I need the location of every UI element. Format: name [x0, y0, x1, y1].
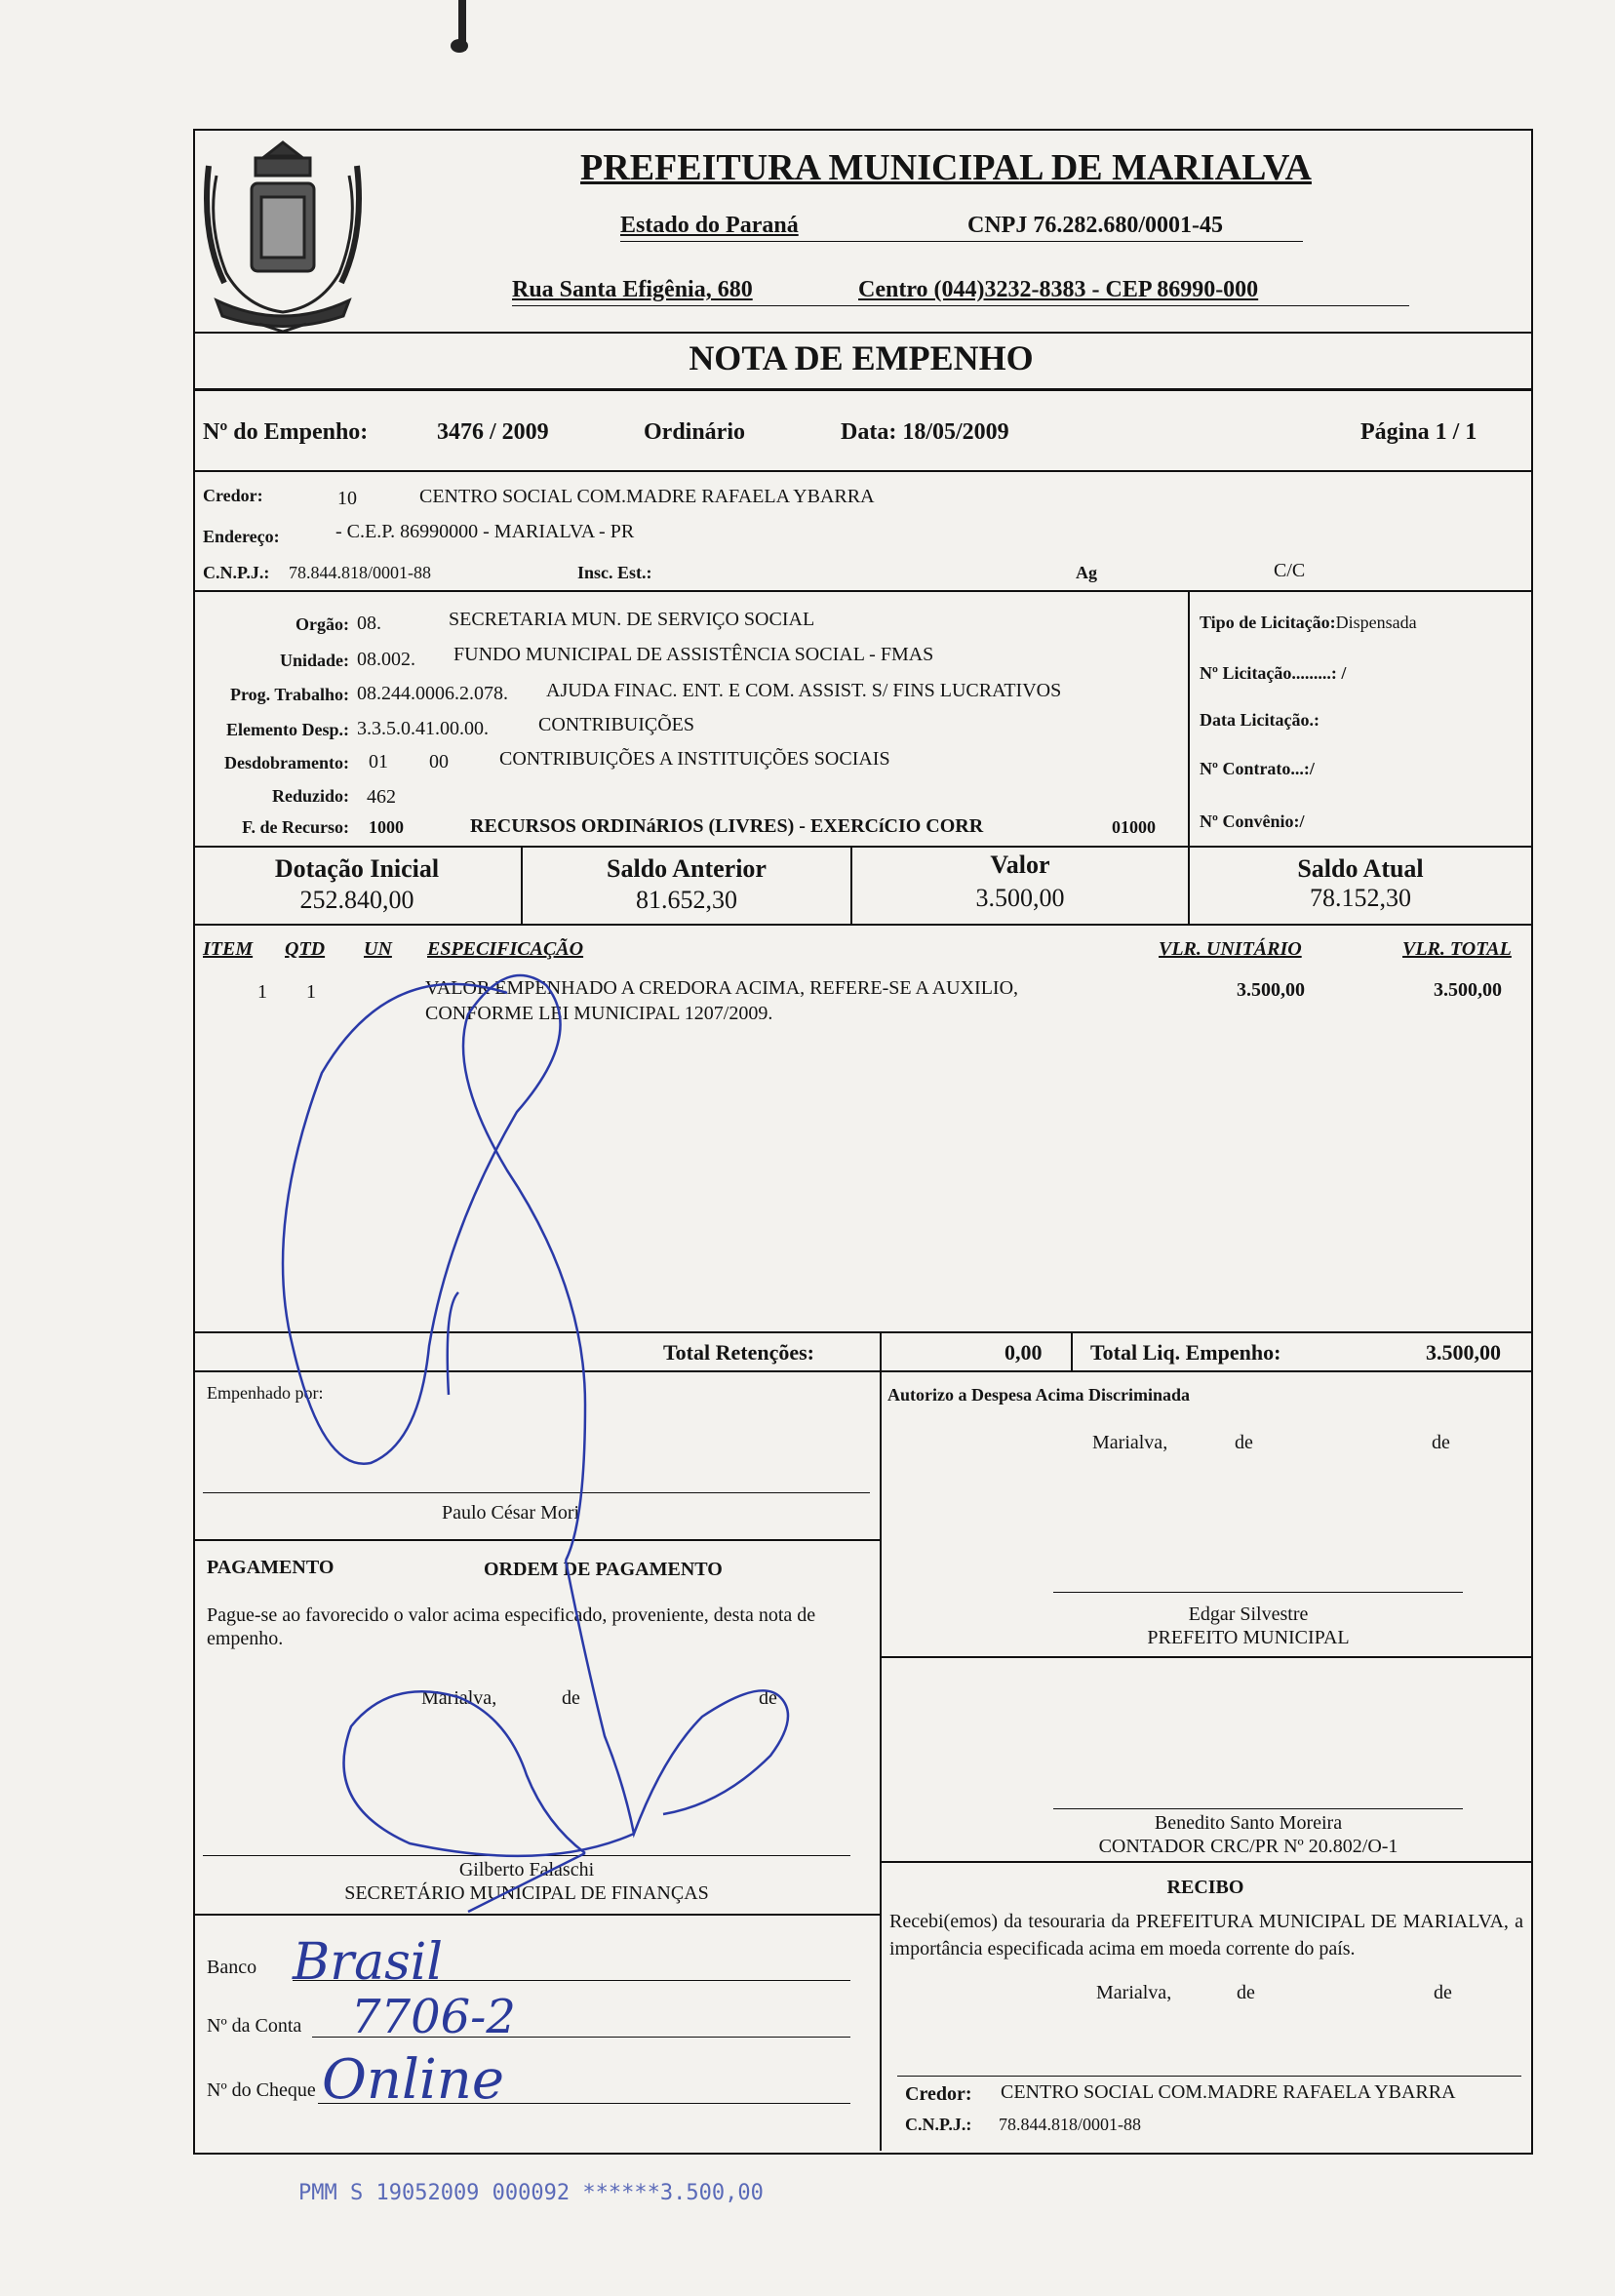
divider — [193, 1370, 1531, 1372]
autorizo-de-2: de — [1432, 1432, 1450, 1453]
recibo-credor-label: Credor: — [905, 2083, 972, 2105]
empenho-number: 3476 / 2009 — [437, 419, 549, 445]
account-label: C/C — [1274, 560, 1306, 581]
recibo-cnpj-label: C.N.P.J.: — [905, 2115, 972, 2134]
empenhado-por-label: Empenhado por: — [207, 1383, 324, 1403]
desdobramento-label: Desdobramento: — [224, 753, 349, 772]
reduzido-label: Reduzido: — [271, 786, 349, 806]
recibo-city: Marialva, — [1096, 1982, 1172, 2003]
prefeito-name: Edgar Silvestre — [1188, 1603, 1309, 1625]
recibo-title: RECIBO — [1166, 1877, 1244, 1898]
item-total-value: 3.500,00 — [1434, 979, 1502, 1001]
item-unit-value: 3.500,00 — [1237, 979, 1305, 1001]
numero-contrato: Nº Contrato...:/ — [1200, 759, 1315, 778]
document-title: NOTA DE EMPENHO — [689, 338, 1034, 377]
divider — [880, 1861, 1531, 1863]
orgao-value: 08. — [357, 613, 381, 634]
address-rest: Centro (044)3232-8383 - CEP 86990-000 — [858, 277, 1259, 302]
divider — [193, 1331, 1531, 1333]
signature-line — [203, 1855, 850, 1856]
secretario-name: Gilberto Falaschi — [458, 1859, 595, 1880]
endereco-value: - C.E.P. 86990000 - MARIALVA - PR — [335, 521, 635, 542]
saldo-atual-value: 78.152,30 — [1310, 884, 1411, 912]
retencoes-value: 0,00 — [1004, 1340, 1043, 1365]
unidade-label: Unidade: — [279, 651, 349, 670]
page-title: PREFEITURA MUNICIPAL DE MARIALVA — [580, 147, 1312, 188]
divider — [193, 846, 1531, 848]
item-spec-line1: VALOR EMPENHADO A CREDORA ACIMA, REFERE-SE A AUXILIO, — [425, 977, 1019, 999]
cnpj-label: CNPJ 76.282.680/0001-45 — [967, 213, 1223, 238]
unidade-value: 08.002. — [357, 649, 415, 670]
col-header-qtd: QTD — [285, 938, 326, 960]
divider-vertical — [1071, 1331, 1073, 1370]
data-licitacao: Data Licitação.: — [1200, 710, 1320, 730]
prog-label: Prog. Trabalho: — [229, 685, 349, 704]
autorizo-city: Marialva, — [1092, 1432, 1168, 1453]
divider — [193, 332, 1531, 334]
dotacao-inicial-label: Dotação Inicial — [274, 854, 440, 883]
desdobramento-b: 00 — [429, 751, 449, 772]
contador-name: Benedito Santo Moreira — [1154, 1812, 1343, 1834]
print-stamp: PMM S 19052009 000092 ******3.500,00 — [298, 2181, 764, 2205]
recibo-de-1: de — [1237, 1982, 1255, 2003]
cnpj-credor-label: C.N.P.J.: — [203, 563, 270, 582]
desdobramento-desc: CONTRIBUIÇÕES A INSTITUIÇÕES SOCIAIS — [499, 748, 890, 770]
divider — [193, 1914, 882, 1916]
endereco-label: Endereço: — [203, 527, 280, 546]
retencoes-label: Total Retenções: — [663, 1340, 814, 1365]
recibo-text: Recebi(emos) da tesouraria da PREFEITURA MUNICIPAL DE MARIALVA, a importância especificada acima em moeda corrente do país. — [889, 1911, 1523, 1960]
cheque-label: Nº do Cheque — [207, 2079, 316, 2101]
conta-handwritten: 7706-2 — [351, 1990, 516, 2044]
insc-est-label: Insc. Est.: — [577, 563, 652, 582]
ordem-pagamento-label: ORDEM DE PAGAMENTO — [484, 1559, 723, 1580]
recibo-de-2: de — [1434, 1982, 1452, 2003]
pagamento-de-1: de — [562, 1687, 580, 1709]
pagamento-city: Marialva, — [421, 1687, 497, 1709]
dotacao-inicial-value: 252.840,00 — [299, 886, 414, 914]
fonte-value: 1000 — [369, 817, 404, 837]
pagamento-label: PAGAMENTO — [207, 1557, 335, 1578]
autorizo-de-1: de — [1235, 1432, 1253, 1453]
valor-label: Valor — [990, 851, 1050, 879]
recibo-cnpj-value: 78.844.818/0001-88 — [999, 2115, 1141, 2134]
credor-name: CENTRO SOCIAL COM.MADRE RAFAELA YBARRA — [419, 486, 875, 507]
col-header-unit-value: VLR. UNITÁRIO — [1159, 938, 1302, 960]
contador-title: CONTADOR CRC/PR Nº 20.802/O-1 — [1098, 1836, 1398, 1857]
page-number: Página 1 / 1 — [1360, 419, 1477, 445]
item-number: 1 — [257, 981, 267, 1003]
col-header-spec: ESPECIFICAÇÃO — [427, 938, 584, 960]
unidade-desc: FUNDO MUNICIPAL DE ASSISTÊNCIA SOCIAL - FMAS — [453, 644, 934, 665]
reduzido-value: 462 — [367, 786, 396, 808]
pagamento-de-2: de — [759, 1687, 777, 1709]
col-header-total-value: VLR. TOTAL — [1402, 938, 1512, 960]
divider — [880, 1656, 1531, 1658]
pague-text: Pague-se ao favorecido o valor acima especificado, proveniente, desta nota de empenho. — [207, 1604, 816, 1649]
fonte-label: F. de Recurso: — [242, 817, 349, 837]
cheque-handwritten: Online — [322, 2048, 505, 2112]
empenhado-por-name: Paulo César Mori — [442, 1502, 580, 1524]
elemento-desc: CONTRIBUIÇÕES — [538, 714, 695, 735]
banco-handwritten: Brasil — [293, 1933, 444, 1992]
banco-label: Banco — [207, 1957, 257, 1978]
valor-value: 3.500,00 — [975, 884, 1065, 912]
signature-line — [203, 1492, 870, 1493]
elemento-label: Elemento Desp.: — [226, 720, 349, 739]
empenho-type: Ordinário — [644, 419, 746, 445]
credor-code: 10 — [337, 488, 357, 509]
col-header-item: ITEM — [203, 938, 254, 960]
item-spec-line2: CONFORME LEI MUNICIPAL 1207/2009. — [425, 1003, 773, 1024]
coat-of-arms-icon — [197, 137, 369, 332]
numero-licitacao: Nº Licitação.........: / — [1200, 663, 1347, 683]
total-liquido-label: Total Liq. Empenho: — [1090, 1340, 1281, 1365]
prog-value: 08.244.0006.2.078. — [357, 683, 508, 704]
divider-vertical — [1188, 590, 1190, 846]
saldo-anterior-label: Saldo Anterior — [607, 854, 767, 883]
empenho-number-label: Nº do Empenho: — [203, 419, 369, 445]
prefeito-title: PREFEITO MUNICIPAL — [1147, 1627, 1350, 1648]
divider-vertical — [880, 1331, 882, 1370]
divider — [193, 590, 1531, 592]
empenho-date: Data: 18/05/2009 — [841, 419, 1009, 445]
divider — [193, 388, 1531, 391]
desdobramento-a: 01 — [369, 751, 388, 772]
prog-desc: AJUDA FINAC. ENT. E COM. ASSIST. S/ FINS LUCRATIVOS — [546, 680, 1062, 701]
recibo-credor-name: CENTRO SOCIAL COM.MADRE RAFAELA YBARRA — [1001, 2081, 1456, 2103]
divider — [193, 1539, 882, 1541]
divider — [193, 924, 1531, 926]
credor-label: Credor: — [203, 486, 263, 505]
orgao-label: Orgão: — [295, 614, 349, 634]
orgao-desc: SECRETARIA MUN. DE SERVIÇO SOCIAL — [449, 609, 815, 630]
signature-line — [1053, 1592, 1463, 1593]
numero-convenio: Nº Convênio:/ — [1200, 812, 1305, 831]
saldo-anterior-value: 81.652,30 — [636, 886, 737, 914]
saldo-atual-label: Saldo Atual — [1297, 854, 1424, 883]
state-label: Estado do Paraná — [620, 213, 799, 238]
divider-vertical — [880, 1370, 882, 2151]
col-header-un: UN — [364, 938, 392, 960]
address-underline — [512, 305, 1409, 306]
autorizo-label: Autorizo a Despesa Acima Discriminada — [887, 1385, 1190, 1405]
address-label: Rua Santa Efigênia, 680 — [512, 277, 753, 302]
divider — [193, 470, 1531, 472]
conta-label: Nº da Conta — [207, 2015, 302, 2037]
total-liquido-value: 3.500,00 — [1426, 1340, 1501, 1365]
agency-label: Ag — [1076, 563, 1097, 582]
state-underline — [620, 241, 1303, 242]
scan-mark — [451, 39, 468, 53]
secretario-title: SECRETÁRIO MUNICIPAL DE FINANÇAS — [344, 1882, 709, 1904]
tipo-licitacao: Tipo de Licitação:Dispensada — [1200, 613, 1417, 632]
elemento-value: 3.3.5.0.41.00.00. — [357, 718, 489, 739]
signature-line — [1053, 1808, 1463, 1809]
signature-line — [897, 2076, 1521, 2077]
fonte-code: 01000 — [1112, 817, 1156, 837]
cnpj-credor-value: 78.844.818/0001-88 — [289, 563, 431, 582]
item-qtd: 1 — [306, 981, 316, 1003]
fonte-desc: RECURSOS ORDINáRIOS (LIVRES) - EXERCíCIO CORR — [470, 815, 984, 837]
